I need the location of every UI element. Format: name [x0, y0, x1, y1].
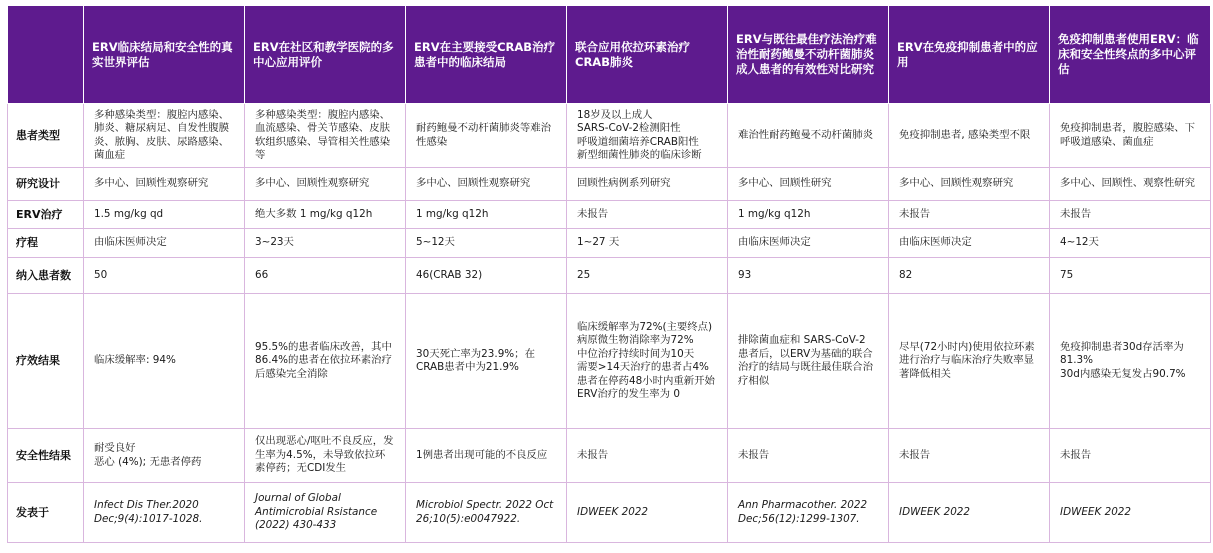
table-cell: 未报告 [1050, 429, 1211, 483]
table-cell: 未报告 [567, 201, 728, 229]
table-cell: 免疫抑制患者, 感染类型不限 [889, 104, 1050, 168]
table-cell: 绝大多数 1 mg/kg q12h [245, 201, 406, 229]
table-cell: 难治性耐药鲍曼不动杆菌肺炎 [728, 104, 889, 168]
table-row-course [8, 229, 1211, 258]
table-cell: 1 mg/kg q12h [406, 201, 567, 229]
table-header-row [8, 6, 1211, 104]
table-cell: 66 [245, 258, 406, 294]
table-cell: 75 [1050, 258, 1211, 294]
table-cell: 1例患者出现可能的不良反应 [406, 429, 567, 483]
table-cell: 耐受良好 恶心 (4%); 无患者停药 [84, 429, 245, 483]
table-cell: 临床缓解率: 94% [84, 294, 245, 429]
header-corner-cell [8, 6, 84, 104]
table-cell: 尽早(72小时内)使用依拉环素进行治疗与临床治疗失败率显著降低相关 [889, 294, 1050, 429]
table-row-patient-type [8, 104, 1211, 168]
row-label-patient-type: 患者类型 [8, 104, 84, 168]
table-cell: 耐药鲍曼不动杆菌肺炎等难治性感染 [406, 104, 567, 168]
table-cell: 多中心、回顾性研究 [728, 168, 889, 201]
table-row-efficacy [8, 294, 1211, 429]
table-cell: 未报告 [1050, 201, 1211, 229]
table-cell: 由临床医师决定 [889, 229, 1050, 258]
table-cell: 多中心、回顾性观察研究 [406, 168, 567, 201]
table-row-enrolled-count [8, 258, 1211, 294]
table-cell: 1 mg/kg q12h [728, 201, 889, 229]
column-header-crab-outcomes: ERV在主要接受CRAB治疗患者中的临床结局 [406, 6, 567, 104]
erv-studies-comparison-table [7, 5, 1211, 543]
column-header-vs-best-therapy: ERV与既往最佳疗法治疗难治性耐药鲍曼不动杆菌肺炎成人患者的有效性对比研究 [728, 6, 889, 104]
column-header-multicenter: ERV在社区和教学医院的多中心应用评价 [245, 6, 406, 104]
table-cell: 仅出现恶心/呕吐不良反应，发生率为4.5%，未导致依拉环素停药；无CDI发生 [245, 429, 406, 483]
table-cell: Microbiol Spectr. 2022 Oct 26;10(5):e0047922. [406, 483, 567, 543]
column-header-real-world: ERV临床结局和安全性的真实世界评估 [84, 6, 245, 104]
column-header-immunosuppressed-multicenter: 免疫抑制患者使用ERV：临床和安全性终点的多中心评估 [1050, 6, 1211, 104]
table-cell: 未报告 [889, 201, 1050, 229]
table-cell: 免疫抑制患者，腹腔感染、下呼吸道感染、菌血症 [1050, 104, 1211, 168]
table-cell: 95.5%的患者临床改善，其中86.4%的患者在依拉环素治疗后感染完全消除 [245, 294, 406, 429]
table-cell: 由临床医师决定 [84, 229, 245, 258]
row-label-efficacy: 疗效结果 [8, 294, 84, 429]
table-cell: 多种感染类型：腹腔内感染、肺炎、糖尿病足、自发性腹膜炎、脓胸、皮肤、尿路感染、菌血症 [84, 104, 245, 168]
table-cell: 未报告 [567, 429, 728, 483]
table-cell: 免疫抑制患者30d存活率为81.3% 30d内感染无复发占90.7% [1050, 294, 1211, 429]
table-cell: IDWEEK 2022 [1050, 483, 1211, 543]
table-cell: IDWEEK 2022 [889, 483, 1050, 543]
table-cell: 5~12天 [406, 229, 567, 258]
column-header-immunosuppressed: ERV在免疫抑制患者中的应用 [889, 6, 1050, 104]
table-cell: Journal of Global Antimicrobial Rsistance (2022) 430-433 [245, 483, 406, 543]
table-cell: IDWEEK 2022 [567, 483, 728, 543]
table-cell: 排除菌血症和 SARS-CoV-2 患者后，以ERV为基础的联合治疗的结局与既往最佳联合治疗相似 [728, 294, 889, 429]
table-row-safety [8, 429, 1211, 483]
table-cell: 1.5 mg/kg qd [84, 201, 245, 229]
row-label-published-in: 发表于 [8, 483, 84, 543]
table-cell: 25 [567, 258, 728, 294]
table-cell: 由临床医师决定 [728, 229, 889, 258]
table-cell: 回顾性病例系列研究 [567, 168, 728, 201]
column-header-crab-pneumonia: 联合应用依拉环素治疗CRAB肺炎 [567, 6, 728, 104]
table-cell: Infect Dis Ther.2020 Dec;9(4):1017-1028. [84, 483, 245, 543]
table-cell: 未报告 [889, 429, 1050, 483]
table-row-study-design [8, 168, 1211, 201]
table-cell: 多种感染类型：腹腔内感染、血流感染、骨关节感染、皮肤软组织感染、导管相关性感染等 [245, 104, 406, 168]
table-cell: 4~12天 [1050, 229, 1211, 258]
table-cell: 多中心、回顾性观察研究 [245, 168, 406, 201]
table-cell: 3~23天 [245, 229, 406, 258]
table-cell: 50 [84, 258, 245, 294]
table-cell: 82 [889, 258, 1050, 294]
table-cell: 46(CRAB 32) [406, 258, 567, 294]
table-cell: 30天死亡率为23.9%；在CRAB患者中为21.9% [406, 294, 567, 429]
table-cell: 多中心、回顾性观察研究 [84, 168, 245, 201]
table-cell: 多中心、回顾性观察研究 [889, 168, 1050, 201]
row-label-erv-treatment: ERV治疗 [8, 201, 84, 229]
table-cell: 1~27 天 [567, 229, 728, 258]
row-label-course: 疗程 [8, 229, 84, 258]
table-cell: 临床缓解率为72%(主要终点) 病原微生物消除率为72% 中位治疗持续时间为10天 需要>14天治疗的患者占4% 患者在停药48小时内重新开始ERV治疗的发生率为 0 [567, 294, 728, 429]
table-cell: Ann Pharmacother. 2022 Dec;56(12):1299-1307. [728, 483, 889, 543]
table-row-erv-treatment [8, 201, 1211, 229]
table-cell: 93 [728, 258, 889, 294]
row-label-study-design: 研究设计 [8, 168, 84, 201]
table-row-published-in [8, 483, 1211, 543]
row-label-enrolled-count: 纳入患者数 [8, 258, 84, 294]
table-cell: 多中心、回顾性、观察性研究 [1050, 168, 1211, 201]
table-cell: 18岁及以上成人 SARS-CoV-2检测阳性 呼吸道细菌培养CRAB阳性 新型细菌性肺炎的临床诊断 [567, 104, 728, 168]
row-label-safety: 安全性结果 [8, 429, 84, 483]
comparison-table-container [7, 5, 1209, 543]
table-cell: 未报告 [728, 429, 889, 483]
